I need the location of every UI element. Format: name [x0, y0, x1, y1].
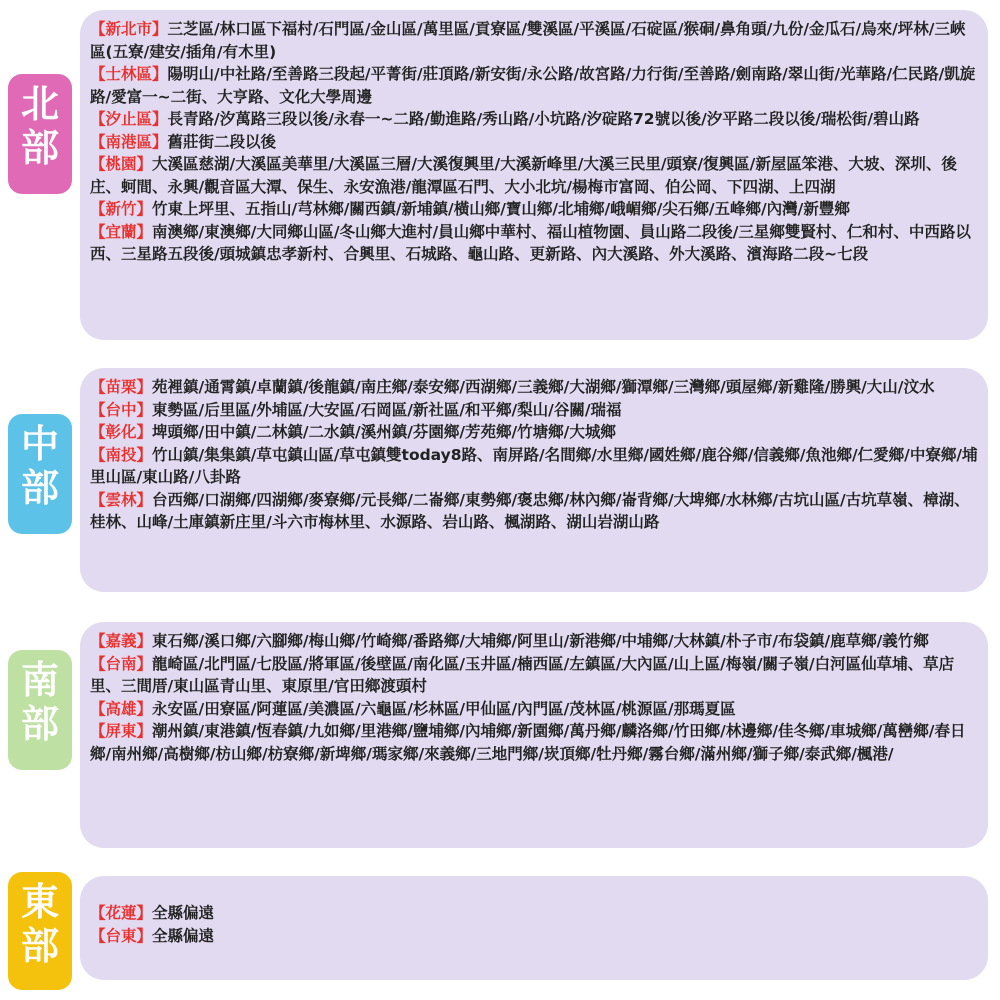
- badge-char: 部: [20, 126, 59, 170]
- tag-bracket-close: 】: [136, 423, 153, 441]
- badge-char: 南: [20, 658, 59, 702]
- region-card-central: [80, 368, 988, 592]
- badge-char: 北: [20, 82, 59, 126]
- area-name: 士林區: [105, 65, 153, 83]
- area-name: 雲林: [105, 490, 137, 509]
- tag-bracket-close: 】: [152, 65, 168, 83]
- area-name: 高雄: [105, 699, 137, 718]
- tag-bracket-open: 【: [90, 490, 106, 509]
- area-detail: 全縣偏遠: [152, 904, 215, 922]
- area-entry: [90, 131, 978, 154]
- region-badge-east: [8, 872, 72, 990]
- area-tag: [90, 65, 168, 83]
- area-name: 新竹: [105, 200, 137, 218]
- badge-char: 部: [20, 702, 59, 746]
- tag-bracket-close: 】: [136, 632, 153, 650]
- area-name: 南港區: [105, 132, 153, 151]
- area-detail: 大溪區慈湖/大溪區美華里/大溪區三層/大溪復興里/大溪新峰里/大溪三民里/頭寮/復興區/新屋區笨港、大坡、深圳、後庄、蚵間、永興/觀音區大潭、保生、永安漁港/龍潭區石門、大小北坑/楊梅市富岡、伯公岡、下四湖、上四湖: [90, 155, 957, 196]
- area-entry: [90, 902, 978, 925]
- area-tag: [90, 632, 152, 650]
- area-detail: 苑裡鎮/通霄鎮/卓蘭鎮/後龍鎮/南庄鄉/泰安鄉/西湖鄉/三義鄉/大湖鄉/獅潭鄉/三灣鄉/頭屋鄉/新雞隆/勝興/大山/汶水: [152, 378, 935, 396]
- area-entry: [90, 108, 978, 131]
- tag-bracket-close: 】: [136, 926, 153, 945]
- area-detail: 東勢區/后里區/外埔區/大安區/石岡區/新社區/和平鄉/梨山/谷關/瑞福: [152, 400, 622, 419]
- tag-bracket-open: 【: [90, 378, 106, 396]
- region-badge-central: [8, 414, 72, 534]
- area-entry: [90, 720, 978, 765]
- area-detail: 舊莊街二段以後: [167, 132, 277, 151]
- tag-bracket-open: 【: [90, 200, 106, 218]
- area-entry: [90, 630, 978, 653]
- badge-char: 部: [20, 924, 59, 968]
- area-detail: 陽明山/中社路/至善路三段起/平菁街/莊頂路/新安街/永公路/故宮路/力行街/至善路/劍南路/翠山街/光華路/仁民路/凱旋路/愛富一~二街、大亨路、文化大學周邊: [90, 65, 976, 106]
- area-detail: 龍崎區/北門區/七股區/將軍區/後壁區/南化區/玉井區/楠西區/左鎮區/大內區/山上區/梅嶺/關子嶺/白河區仙草埔、草店里、三間厝/東山區青山里、東原里/官田鄉渡頭村: [90, 654, 955, 695]
- area-tag: [90, 722, 152, 740]
- area-entry: [90, 698, 978, 721]
- area-tag: [90, 378, 152, 396]
- area-entry: [90, 925, 978, 948]
- tag-bracket-open: 【: [90, 445, 106, 464]
- area-detail: 東石鄉/溪口鄉/六腳鄉/梅山鄉/竹崎鄉/番路鄉/大埔鄉/阿里山/新港鄉/中埔鄉/大林鎮/朴子市/布袋鎮/鹿草鄉/義竹鄉: [152, 632, 929, 650]
- badge-char: 中: [20, 422, 59, 466]
- area-entry: [90, 444, 978, 489]
- area-entry: [90, 198, 978, 221]
- area-detail: 全縣偏遠: [152, 926, 215, 945]
- tag-bracket-close: 】: [136, 222, 153, 241]
- area-entry: [90, 153, 978, 198]
- area-detail: 長青路/汐萬路三段以後/永春一~二路/勤進路/秀山路/小坑路/汐碇路72號以後/汐平路二段以後/瑞松街/碧山路: [167, 110, 920, 128]
- area-entry: [90, 421, 978, 444]
- area-name: 彰化: [105, 423, 137, 441]
- badge-char: 部: [20, 466, 59, 510]
- tag-bracket-open: 【: [90, 699, 106, 718]
- tag-bracket-close: 】: [152, 132, 168, 151]
- tag-bracket-close: 】: [136, 400, 153, 419]
- tag-bracket-open: 【: [90, 222, 106, 241]
- tag-bracket-open: 【: [90, 155, 106, 173]
- area-detail: 竹山鎮/集集鎮/草屯鎮山區/草屯鎮雙today8路、南屏路/名間鄉/水里鄉/國姓鄉/鹿谷鄉/信義鄉/魚池鄉/仁愛鄉/中寮鄉/埔里山區/東山路/八卦路: [90, 445, 978, 486]
- tag-bracket-open: 【: [90, 423, 106, 441]
- area-tag: [90, 200, 152, 218]
- area-name: 台中: [105, 400, 137, 419]
- tag-bracket-close: 】: [136, 654, 153, 673]
- area-name: 台南: [105, 654, 137, 673]
- area-detail: 潮州鎮/東港鎮/恆春鎮/九如鄉/里港鄉/鹽埔鄉/內埔鄉/新園鄉/萬丹鄉/麟洛鄉/竹田鄉/林邊鄉/佳冬鄉/車城鄉/萬巒鄉/春日鄉/南州鄉/高樹鄉/枋山鄉/枋寮鄉/新埤鄉/瑪家鄉/來義鄉/三地門鄉/崁頂鄉/牡丹鄉/霧台鄉/滿州鄉/獅子鄉/泰武鄉/楓港/: [90, 722, 966, 763]
- tag-bracket-open: 【: [90, 110, 106, 128]
- area-entry: [90, 63, 978, 108]
- area-entry: [90, 18, 978, 63]
- tag-bracket-open: 【: [90, 632, 106, 650]
- area-name: 苗栗: [105, 378, 137, 396]
- area-entry: [90, 221, 978, 266]
- area-entry: [90, 399, 978, 422]
- area-tag: [90, 133, 168, 151]
- area-tag: [90, 155, 152, 173]
- area-tag: [90, 700, 152, 718]
- area-entry: [90, 489, 978, 534]
- tag-bracket-close: 】: [136, 378, 153, 396]
- area-name: 南投: [105, 445, 137, 464]
- area-name: 桃園: [105, 155, 137, 173]
- area-name: 嘉義: [105, 632, 137, 650]
- badge-char: 東: [20, 880, 59, 924]
- area-detail: 竹東上坪里、五指山/芎林鄉/關西鎮/新埔鎮/橫山鄉/寶山鄉/北埔鄉/峨嵋鄉/尖石鄉/五峰鄉/內灣/新豐鄉: [152, 200, 850, 218]
- tag-bracket-close: 】: [136, 200, 153, 218]
- tag-bracket-open: 【: [90, 904, 106, 922]
- tag-bracket-close: 】: [136, 490, 153, 509]
- area-tag: [90, 223, 152, 241]
- region-badge-north: [8, 74, 72, 194]
- area-tag: [90, 904, 152, 922]
- area-detail: 永安區/田寮區/阿蓮區/美濃區/六龜區/杉林區/甲仙區/內門區/茂林區/桃源區/那瑪夏區: [152, 699, 736, 718]
- area-tag: [90, 20, 168, 38]
- area-tag: [90, 110, 168, 128]
- tag-bracket-close: 】: [136, 699, 153, 718]
- area-tag: [90, 423, 152, 441]
- tag-bracket-open: 【: [90, 400, 106, 419]
- area-name: 花蓮: [105, 904, 137, 922]
- area-entry: [90, 653, 978, 698]
- area-tag: [90, 491, 152, 509]
- area-tag: [90, 927, 152, 945]
- tag-bracket-close: 】: [136, 904, 153, 922]
- area-name: 新北市: [105, 20, 153, 38]
- tag-bracket-open: 【: [90, 65, 106, 83]
- area-tag: [90, 401, 152, 419]
- region-card-east: [80, 876, 988, 980]
- region-card-north: [80, 10, 988, 340]
- tag-bracket-open: 【: [90, 20, 106, 38]
- area-detail: 南澳鄉/東澳鄉/大同鄉山區/冬山鄉大進村/員山鄉中華村、福山植物園、員山路二段後/三星鄉雙賢村、仁和村、中西路以西、三星路五段後/頭城鎮忠孝新村、合興里、石城路、龜山路、更新路、內大溪路、外大溪路、濱海路二段~七段: [90, 222, 971, 263]
- tag-bracket-close: 】: [136, 445, 153, 464]
- area-detail: 三芝區/林口區下福村/石門區/金山區/萬里區/貢寮區/雙溪區/平溪區/石碇區/猴硐/鼻角頭/九份/金瓜石/烏來/坪林/三峽區(五寮/建安/插角/有木里): [90, 20, 966, 61]
- area-name: 台東: [105, 926, 137, 945]
- area-detail: 埤頭鄉/田中鎮/二林鎮/二水鎮/溪州鎮/芬園鄉/芳苑鄉/竹塘鄉/大城鄉: [152, 423, 616, 441]
- tag-bracket-open: 【: [90, 926, 106, 945]
- area-name: 屏東: [105, 722, 137, 740]
- region-card-south: [80, 622, 988, 848]
- tag-bracket-close: 】: [152, 110, 168, 128]
- region-badge-south: [8, 650, 72, 770]
- area-entry: [90, 376, 978, 399]
- area-tag: [90, 446, 152, 464]
- area-name: 汐止區: [105, 110, 153, 128]
- tag-bracket-close: 】: [136, 155, 153, 173]
- tag-bracket-close: 】: [152, 20, 168, 38]
- tag-bracket-open: 【: [90, 132, 106, 151]
- area-name: 宜蘭: [105, 222, 137, 241]
- area-tag: [90, 655, 152, 673]
- tag-bracket-close: 】: [136, 722, 153, 740]
- tag-bracket-open: 【: [90, 654, 106, 673]
- tag-bracket-open: 【: [90, 722, 106, 740]
- area-detail: 台西鄉/口湖鄉/四湖鄉/麥寮鄉/元長鄉/二崙鄉/東勢鄉/褒忠鄉/林內鄉/崙背鄉/大埤鄉/水林鄉/古坑山區/古坑草嶺、樟湖、桂林、山峰/土庫鎮新庄里/斗六市梅林里、水源路、岩山路、楓湖路、湖山岩湖山路: [90, 490, 970, 531]
